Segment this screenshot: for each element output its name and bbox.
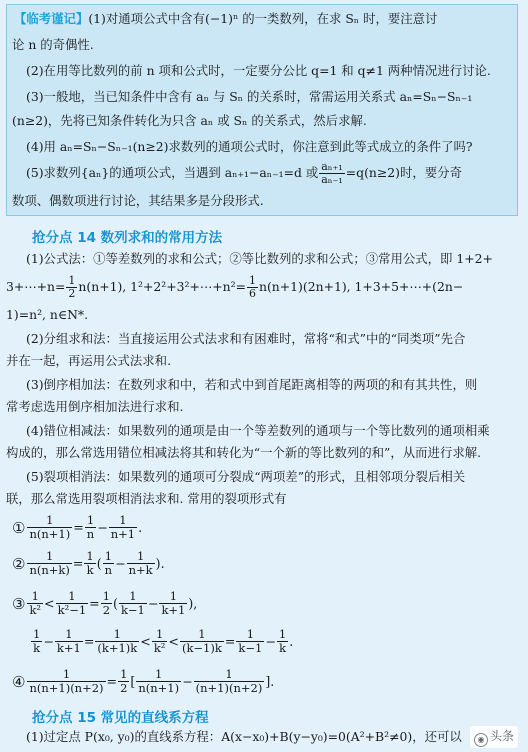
box-line-2: 论 n 的奇偶性. bbox=[12, 37, 94, 52]
formula-3b: $\frac{1}{k}$ − $\frac{1}{k+1}$ = $\frac{1}{(k+1)k}$ < $\frac{1}{\text{k²}}$ < $\frac{1}{(k-1)k}$ = $\frac{1}{k-1}$ − $\frac{1}{k}$ . bbox=[33, 627, 294, 655]
sec14-p2-line-1: (2)分组求和法：当直接运用公式法求和有困难时，常将“和式”中的“同类项”先合 bbox=[26, 331, 466, 346]
reminder-tag: 【临考谨记】 bbox=[14, 11, 89, 26]
sec14-p3-line-2: 常考虑选用倒序相加法进行求和. bbox=[6, 399, 184, 414]
formula-2: ② $\frac{1}{n(n+k)}$ = $\frac{1}{k}$ ( $\frac{1}{n}$ − $\frac{1}{n+k}$ ). bbox=[12, 549, 165, 577]
sec14-p3-line-1: (3)倒序相加法：在数列求和中，若和式中到首尾距离相等的两项的和有其共性，则 bbox=[26, 377, 478, 392]
formula-3: ③ $\frac{1}{\text{k²}}$ < $\frac{1}{\text{k²−1}}$ = $\frac{1}{2}$ ( $\frac{1}{k-1}$ − $\frac{1}{k+1}$ ), bbox=[12, 589, 198, 617]
sec15-p1: (1)过定点 P(x₀, y₀)的直线系方程：A(x−x₀)+B(y−y₀)=0(A²+B²≠0)，还可以 bbox=[26, 729, 462, 744]
box-line-7: (5)求数列{aₙ}的通项公式，当遇到 aₙ₊₁−aₙ₋₁=d 或 $\frac{\text{aₙ₊₁}}{\text{aₙ₋₁}}$ =q(n≥2)时，要分奇 bbox=[26, 160, 462, 186]
box-line-8: 数项、偶数项进行讨论，其结果多是分段形式. bbox=[12, 193, 264, 208]
box-line-5: (n≥2)，先将已知条件转化为只含 aₙ 或 Sₙ 的关系式，然后求解. bbox=[12, 113, 367, 128]
sec14-p1-line-3: 1)=n², n∈N*. bbox=[6, 307, 89, 322]
section-15-heading: 抢分点 15 常见的直线系方程 bbox=[32, 710, 209, 726]
box-line-6: (4)用 aₙ=Sₙ−Sₙ₋₁(n≥2)求数列的通项公式时，你注意到此等式成立的条件了吗? bbox=[26, 139, 473, 154]
watermark: ◉ 头条 bbox=[470, 726, 518, 748]
sec14-p5-line-2: 联，那么常选用裂项相消法求和. 常用的裂项形式有 bbox=[6, 491, 287, 506]
formula-1: ① $\frac{1}{n(n+1)}$ = $\frac{1}{n}$ − $\frac{1}{n+1}$ . bbox=[12, 513, 143, 541]
sec14-p4-line-2: 构成的，那么常选用错位相减法将其和转化为“一个新的等比数列的和”，从而进行求解. bbox=[6, 445, 482, 460]
formula-4: ④ $\frac{1}{n(n+1)(n+2)}$ = $\frac{1}{2}$ [ $\frac{1}{n(n+1)}$ − $\frac{1}{(n+1)(n+2)}$ ]. bbox=[12, 667, 275, 695]
sec14-p1-line-1: (1)公式法：①等差数列的求和公式；②等比数列的求和公式；③常用公式，即 1+2+ bbox=[26, 251, 493, 266]
sec14-p4-line-1: (4)错位相减法：如果数列的通项是由一个等差数列的通项与一个等比数列的通项相乘 bbox=[26, 423, 490, 438]
watermark-icon: ◉ bbox=[474, 733, 488, 747]
box-line-3: (2)在用等比数列的前 n 项和公式时，一定要分公比 q=1 和 q≠1 两种情况进行讨论. bbox=[26, 63, 491, 78]
section-14-heading: 抢分点 14 数列求和的常用方法 bbox=[32, 230, 223, 246]
sec14-p5-line-1: (5)裂项相消法：如果数列的通项可分裂成“两项差”的形式，且相邻项分裂后相关 bbox=[26, 469, 466, 484]
sec14-p1-line-2: 3+⋯+n= $\frac{1}{2}$ n(n+1), 1²+2²+3²+⋯+n²= $\frac{1}{6}$ n(n+1)(2n+1), 1+3+5+⋯+(2n− bbox=[6, 274, 464, 300]
box-fraction: $\frac{\text{aₙ₊₁}}{\text{aₙ₋₁}}$ bbox=[321, 160, 343, 186]
box-line-1: 【临考谨记】(1)对通项公式中含有(−1)ⁿ 的一类数列，在求 Sₙ 时，要注意讨 bbox=[14, 11, 438, 26]
box-line-4: (3)一般地，当已知条件中含有 aₙ 与 Sₙ 的关系时，常需运用关系式 aₙ=Sₙ−Sₙ₋₁ bbox=[26, 89, 473, 104]
sec14-p2-line-2: 并在一起，再运用公式法求和. bbox=[6, 353, 172, 368]
